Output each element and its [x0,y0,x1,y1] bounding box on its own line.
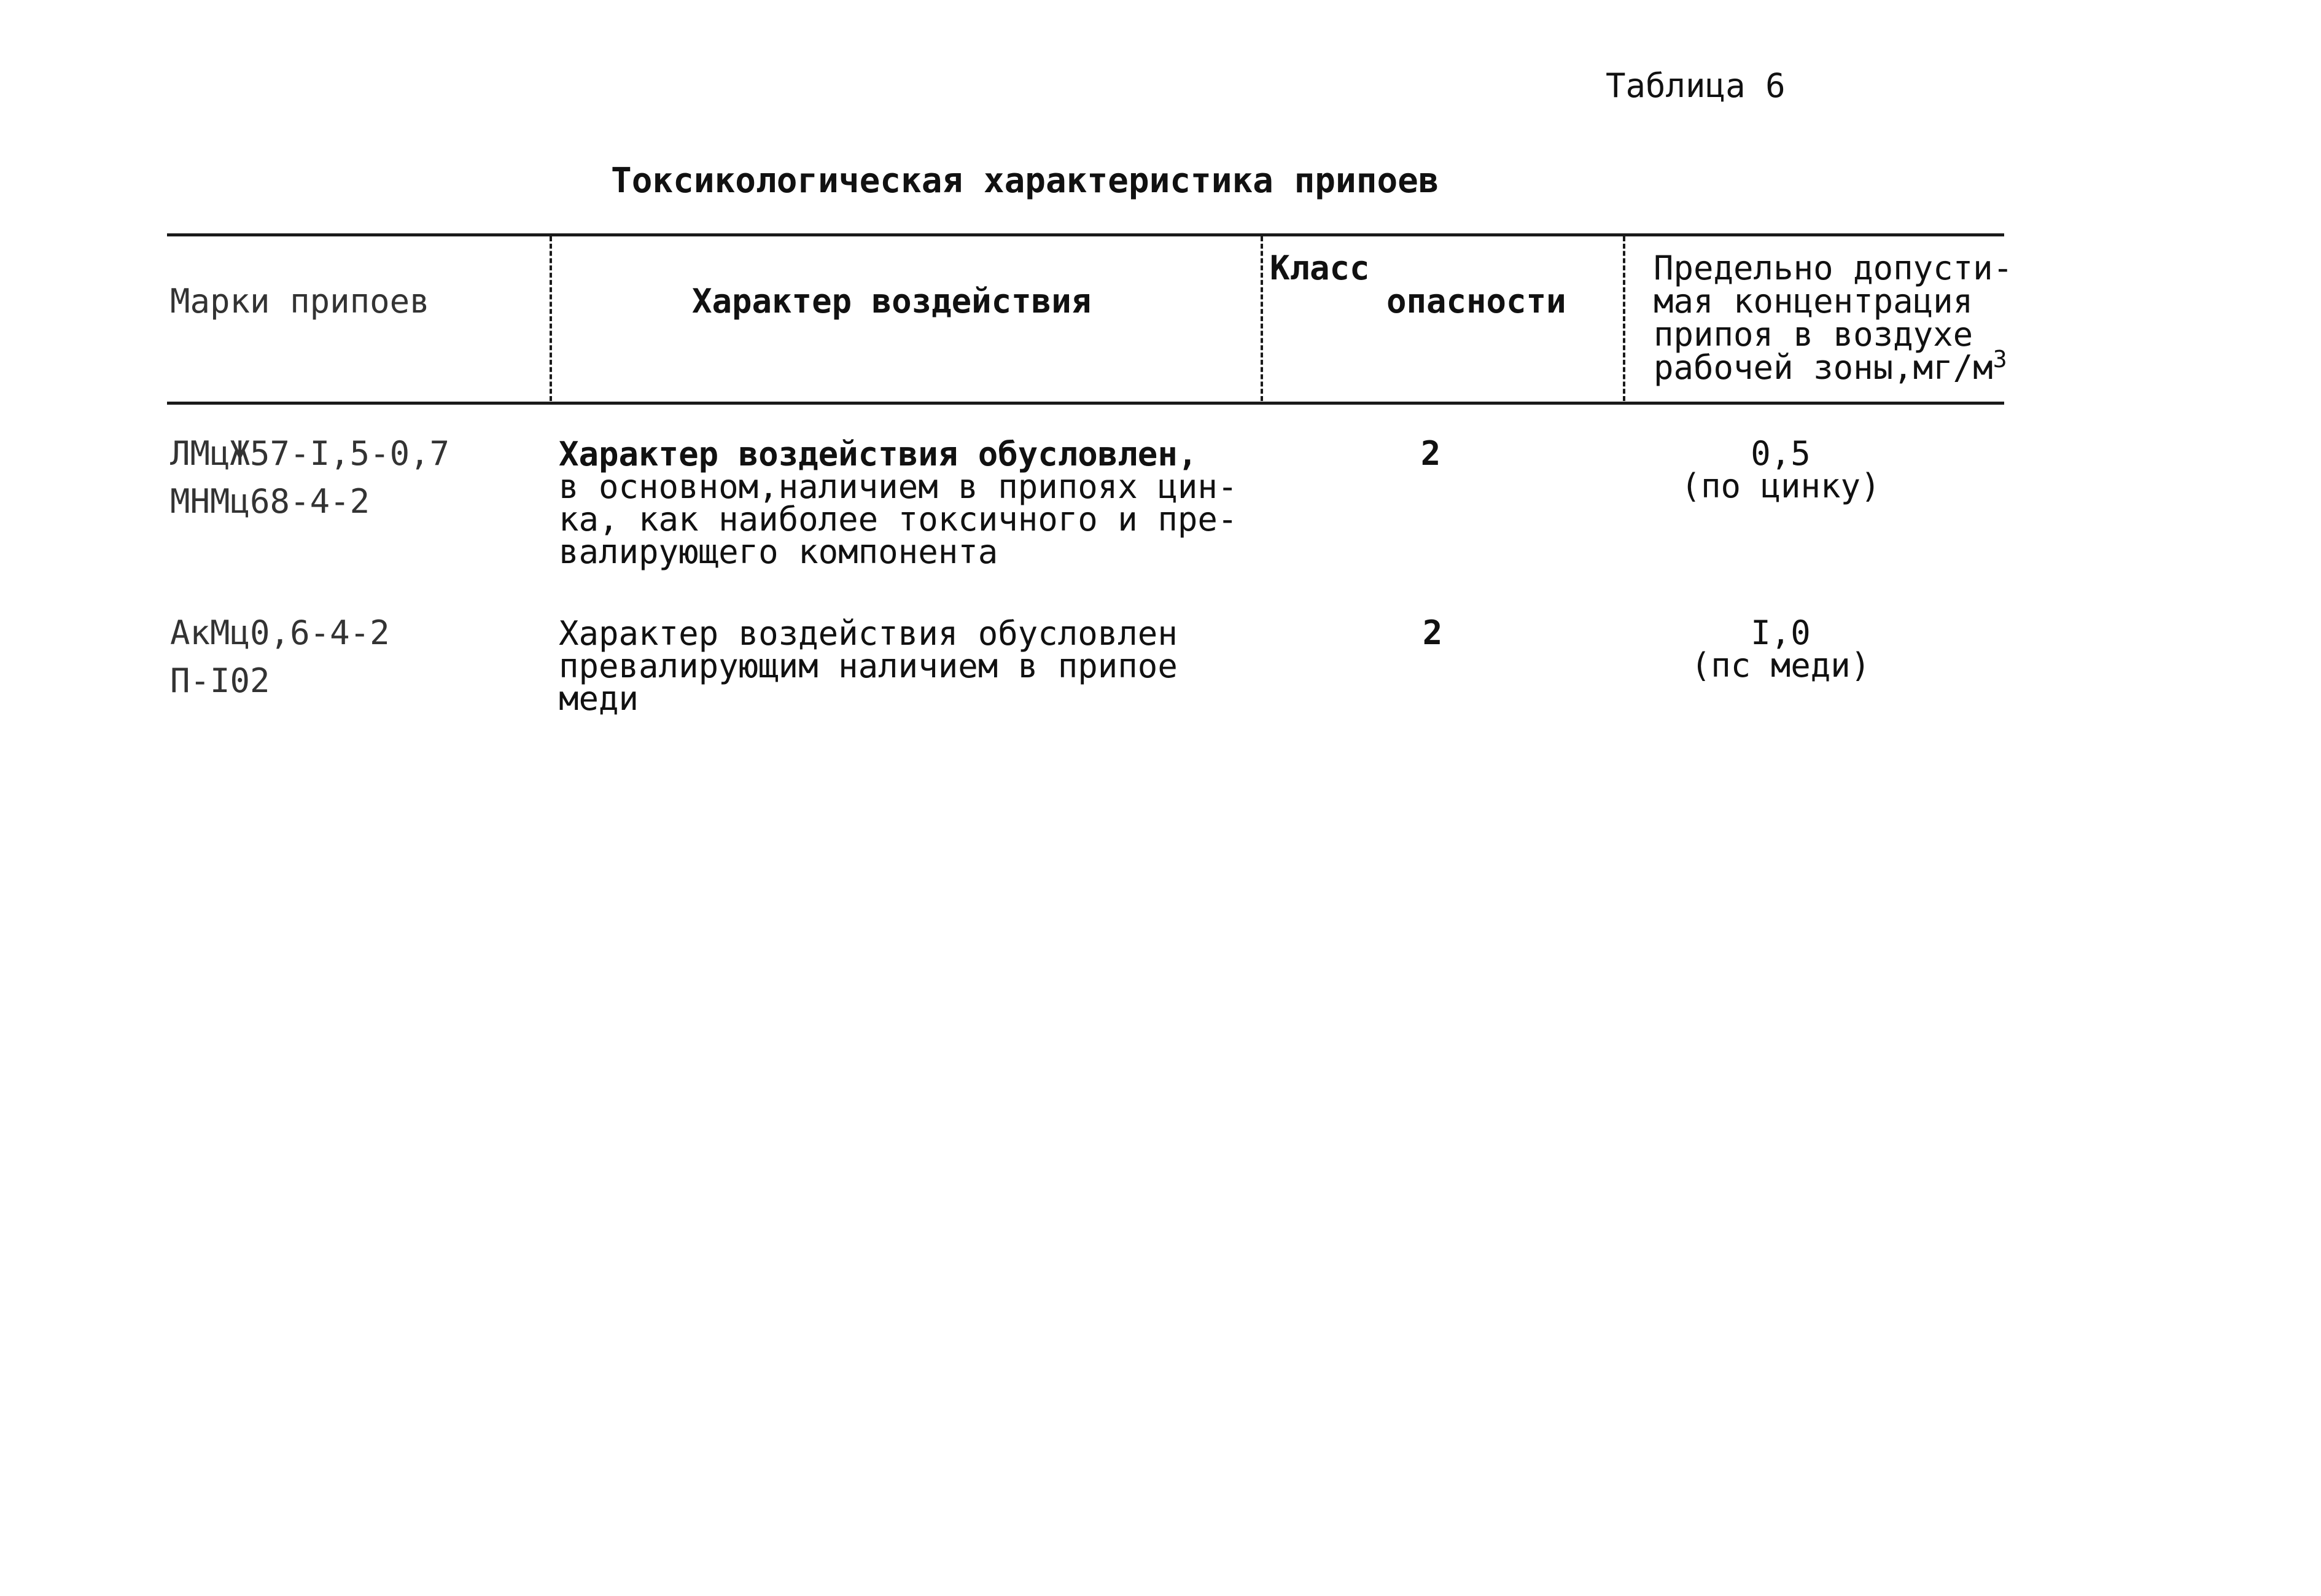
header-effect: Характер воздействия [692,282,1092,321]
column-divider-3 [1623,236,1625,401]
row-effect-line: меди [559,679,639,718]
header-bottom-rule [167,402,2004,405]
row-effect [559,435,1238,571]
row-brand: МНМц68-4-2 [170,482,370,521]
header-mac-unit-text: рабочей зоны,мг/м [1654,348,1993,387]
row-brand: П-I02 [170,661,270,700]
table-title: Токсикологическая характеристика припоев [611,161,1439,201]
row-mac-note: (пс меди) [1690,646,1871,685]
row-effect-line: ка, как наиболее токсичного и пре- [559,500,1238,539]
row-brand: АкМц0,6-4-2 [170,613,390,652]
header-hazard-class-line1: Класс [1270,249,1370,287]
column-divider-2 [1261,236,1263,401]
header-mac [1654,249,2013,387]
header-mac-line: мая концентрация [1654,282,1973,321]
row-effect [559,614,1178,718]
row-mac-value: I,0 [1751,613,1811,652]
row-brand: ЛМцЖ57-I,5-0,7 [170,434,450,473]
header-mac-line-last [1654,346,2013,387]
row-effect-line: в основном,наличием в припоях цин- [559,467,1238,506]
header-brand: Марки припоев [170,282,430,321]
header-mac-line: Предельно допусти- [1654,249,2013,287]
row-mac-value: 0,5 [1751,434,1811,473]
row-mac-note: (по цинку) [1681,467,1881,505]
row-effect-line: Характер воздействия обусловлен [559,614,1178,653]
column-divider-1 [550,236,552,401]
row-hazard-class: 2 [1420,434,1441,473]
table-top-rule [167,233,2004,236]
header-hazard-class-line2: опасности [1386,282,1566,321]
row-hazard-class: 2 [1422,613,1443,652]
table-number: Таблица 6 [1606,66,1786,105]
row-effect-line: Характер воздействия обусловлен, [559,435,1198,473]
row-effect-line: превалирующим наличием в припое [559,647,1178,685]
header-mac-unit-superscript: 3 [1992,346,2007,373]
row-effect-line: валирующего компонента [559,532,998,571]
header-mac-line: припоя в воздухе [1654,315,1973,354]
